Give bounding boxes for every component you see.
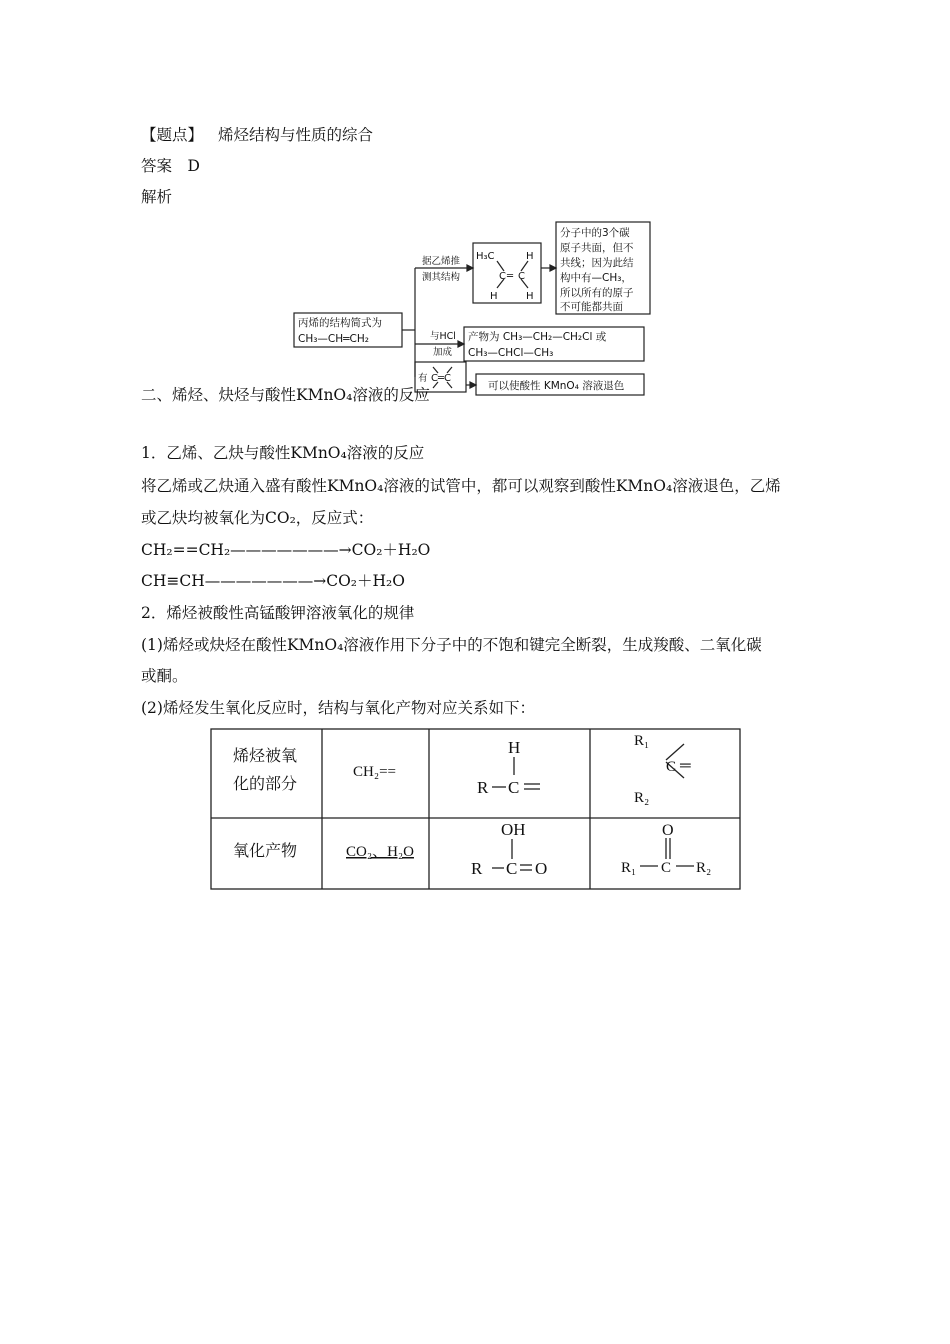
row1-ch2: CH₂== [353, 764, 396, 780]
row1-r1: R₁ [634, 733, 650, 749]
row1-r: R [477, 778, 489, 797]
para1-line2: 或乙炔均被氧化为CO₂，反应式： [141, 509, 374, 527]
result3-text: 可以使酸性 KMnO₄ 溶液退色 [488, 380, 625, 392]
row2-ketone-o: O [662, 822, 674, 839]
oxidation-table [210, 728, 742, 892]
struct-double-bond: ═ [507, 271, 514, 282]
result2-text-2: CH₃—CHCl—CH₃ [468, 347, 554, 359]
row2-r2: R₂ [696, 860, 712, 876]
row2-r1: R₁ [621, 860, 637, 876]
branch2-label-2: 加成 [433, 347, 453, 358]
result1-text-2: 原子共面，但不 [560, 242, 634, 254]
equation-ethyne: CH≡CH———————→CO₂＋H₂O [141, 572, 405, 590]
root-text-1: 丙烯的结构简式为 [298, 317, 382, 329]
row1-r2: R₂ [634, 790, 650, 806]
branch1-label-2: 测其结构 [422, 272, 461, 283]
equation-ethene: CH₂==CH₂———————→CO₂＋H₂O [141, 541, 431, 559]
struct-c-left: C [499, 271, 506, 282]
row2-c: C [506, 859, 518, 878]
row1-eq: ═ [680, 758, 691, 774]
branch3-bond: C═C [431, 373, 451, 384]
point2: (2)烯烃发生氧化反应时，结构与氧化产物对应关系如下： [141, 699, 535, 717]
row2-co2: CO₂、H₂O [346, 844, 414, 860]
tidian-text: 烯烃结构与性质的综合 [217, 126, 373, 144]
struct-h-top-right: H [526, 251, 534, 262]
tidian-label: 【题点】 [141, 126, 204, 144]
para1-line1: 将乙烯或乙炔通入盛有酸性KMnO₄溶液的试管中，都可以观察到酸性KMnO₄溶液退色，乙烯 [141, 477, 781, 495]
row1-c: C [508, 778, 520, 797]
reasoning-diagram [292, 219, 652, 399]
result2-text-1: 产物为 CH₃—CH₂—CH₂Cl 或 [468, 331, 607, 343]
row2-oh: OH [501, 820, 526, 839]
root-text-2: CH₃—CH═CH₂ [298, 333, 369, 345]
result1-text-1: 分子中的3个碳 [560, 227, 630, 239]
branch1-label-1: 据乙烯推 [422, 256, 461, 267]
row1-header-line2: 化的部分 [233, 776, 298, 793]
tidian-line [141, 125, 373, 145]
branch2-label-1: 与HCl [430, 331, 456, 342]
row1-c-right: C [666, 759, 677, 775]
branch3-label: 有 [418, 373, 428, 384]
struct-h-bottom-right: H [526, 291, 534, 302]
section-title: 二、烯烃、炔烃与酸性KMnO₄溶液的反应 [141, 386, 430, 404]
sub1-title: 1．乙烯、乙炔与酸性KMnO₄溶液的反应 [141, 444, 425, 462]
analysis-label: 解析 [141, 188, 173, 206]
result1-text-6: 不可能都共面 [560, 301, 623, 313]
row2-o: O [535, 859, 548, 878]
result1-text-5: 所以所有的原子 [560, 287, 634, 299]
row2-r: R [471, 859, 483, 878]
row2-ketone-c: C [661, 860, 672, 876]
point1-line2: 或酮。 [141, 667, 188, 685]
struct-c-right: C [518, 271, 525, 282]
answer-line: 答案 D [141, 157, 200, 175]
row2-header: 氧化产物 [233, 843, 298, 860]
row1-h: H [508, 738, 521, 757]
struct-h3c: H₃C [476, 251, 495, 262]
result1-text-3: 共线；因为此结 [560, 257, 634, 269]
row1-header-line1: 烯烃被氧 [233, 748, 298, 765]
struct-h-bottom-left: H [490, 291, 498, 302]
result1-text-4: 构中有—CH₃， [560, 272, 632, 284]
sub2-title: 2．烯烃被酸性高锰酸钾溶液氧化的规律 [141, 604, 415, 622]
point1-line1: (1)烯烃或炔烃在酸性KMnO₄溶液作用下分子中的不饱和键完全断裂，生成羧酸、二氧化碳 [141, 636, 762, 654]
